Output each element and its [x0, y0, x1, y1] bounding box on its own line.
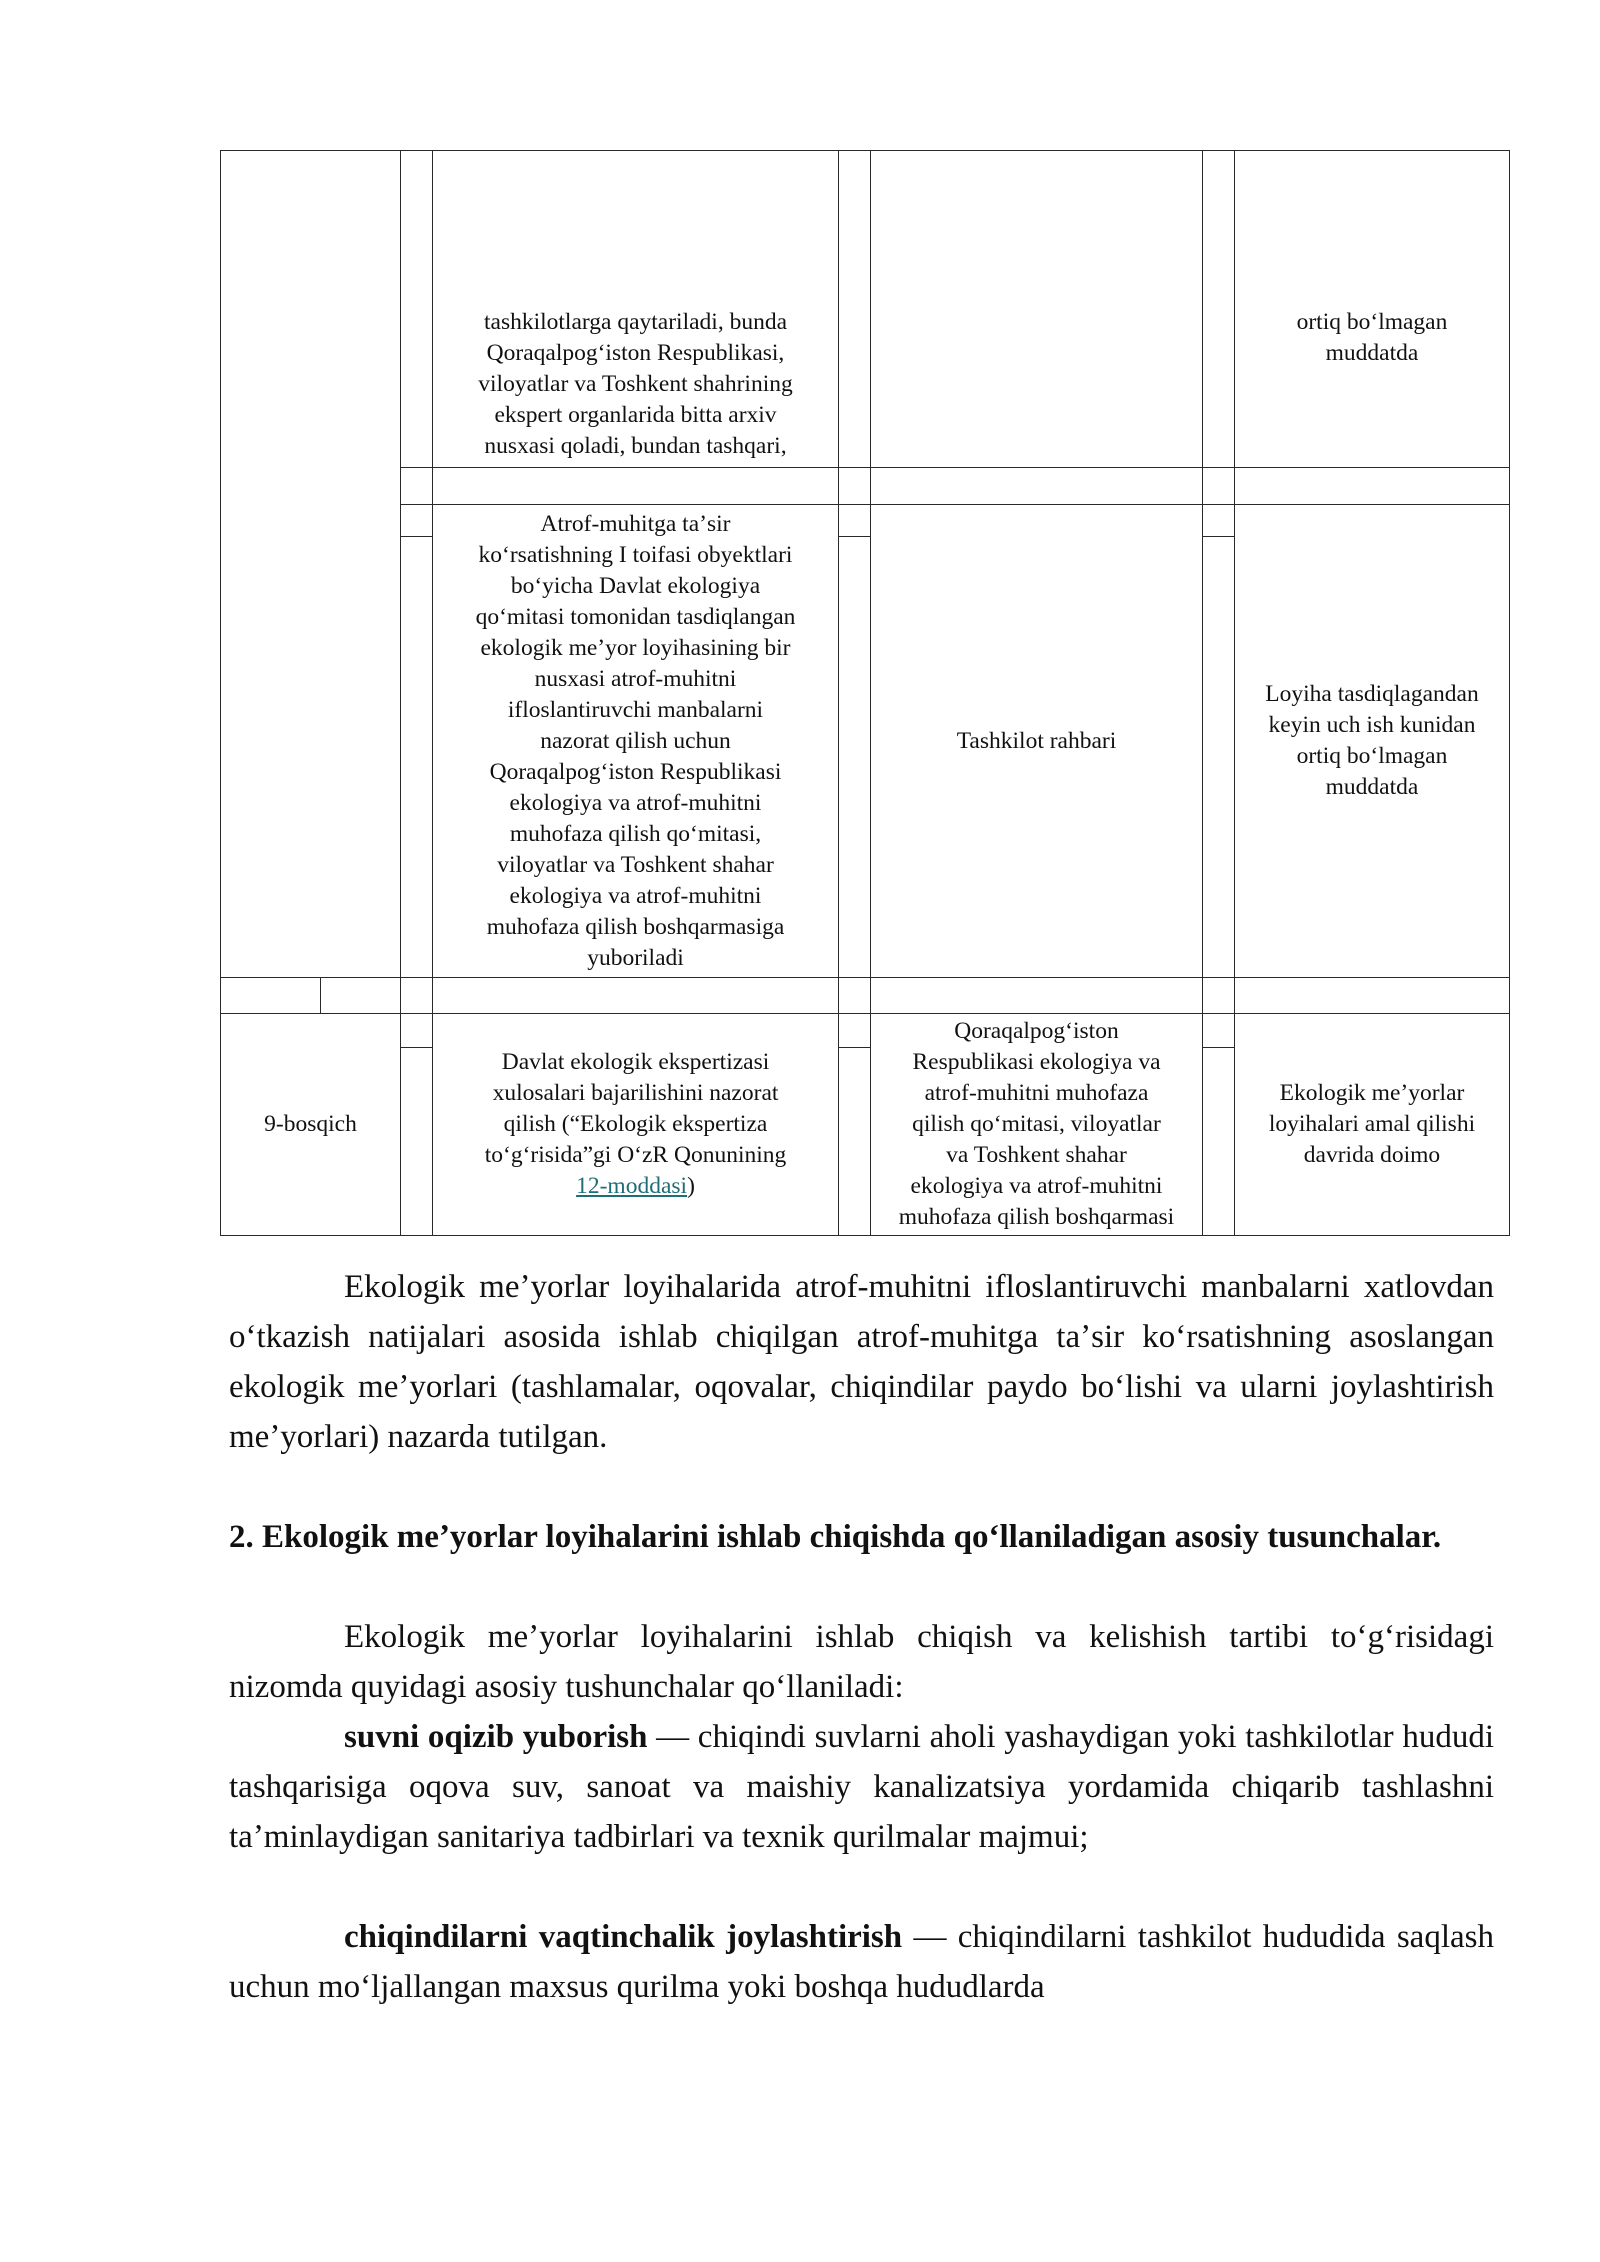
cell-row3-deadline: Ekologik meʼyorlar loyihalari amal qilishi davrida doimo [1268, 1080, 1476, 1168]
spacer-line [838, 1047, 870, 1048]
definition-term: chiqindilarni vaqtinchalik joylashtirish [344, 1919, 903, 1955]
cell-row2-description: Atrof-muhitga taʼsir koʻrsatishning I toifasi obyektlari boʻyicha Davlat ekologiya qoʻmitasi tomonidan tasdiqlangan ekologik meʼyor loyihasining bir nusxasi atrof-muhitni ifloslantiruvchi manbalarni nazorat qilish uchun Qoraqalpogʻiston Respublikasi ekologiya va atrof-muhitni muhofaza qilish qoʻmitasi, viloyatlar va Toshkent shahar ekologiya va atrof-muhitni muhofaza qilish boshqarmasiga yuboriladi [475, 510, 796, 971]
cell-row2-responsible: Tashkilot rahbari [956, 727, 1117, 754]
column-divider [1202, 150, 1203, 1236]
paragraph-concepts-intro: Ekologik meʼyorlar loyihalarini ishlab chiqish va kelishish tartibi toʻgʻrisidagi nizomda quyidagi asosiy tushunchalar qoʻllaniladi: [229, 1619, 1494, 1705]
row-divider [220, 977, 1510, 978]
spacer-line [400, 536, 432, 537]
cell-row3-description-close: ) [687, 1173, 695, 1199]
spacer-line [838, 536, 870, 537]
spacer-line [1202, 1047, 1234, 1048]
cell-row2-deadline: Loyiha tasdiqlagandan keyin uch ish kunidan ortiq boʻlmagan muddatda [1265, 681, 1479, 800]
paragraph-norms-projects: Ekologik meʼyorlar loyihalarida atrof-muhitni ifloslantiruvchi manbalarni xatlovdan oʻtkazish natijalari asosida ishlab chiqilgan atrof-muhitga taʼsir koʻrsatishning asoslangan ekologik meʼyorlari (tashlamalar, oqovalar, chiqindilar paydo boʻlishi va ularni joylashtirish meʼyorlari) nazarda tutilgan. [229, 1269, 1494, 1455]
stages-table [220, 150, 1510, 1236]
law-article-link[interactable]: 12-moddasi [576, 1173, 688, 1199]
spacer-line [400, 1047, 432, 1048]
cell-row3-description [433, 1014, 838, 1235]
table-border-top [220, 150, 1510, 151]
cell-row3-stage: 9-bosqich [264, 1111, 357, 1137]
row-divider [400, 467, 1510, 468]
table-border-bottom [220, 1235, 1510, 1236]
cell-row1-description: tashkilotlarga qaytariladi, bunda Qoraqalpogʻiston Respublikasi, viloyatlar va Toshkent shahrining ekspert organlarida bitta arxiv nusxasi qoladi, bundan tashqari, [478, 309, 793, 459]
table-border-right [1509, 150, 1510, 1236]
definition-temporary-waste-placement [229, 1912, 1494, 2012]
section-heading: 2. Ekologik meʼyorlar loyihalarini ishlab chiqishda qoʻllaniladigan asosiy tusunchalar. [229, 1519, 1442, 1555]
cell-row3-responsible: Qoraqalpogʻiston Respublikasi ekologiya va atrof-muhitni muhofaza qilish qoʻmitasi, viloyatlar va Toshkent shahar ekologiya va atrof-muhitni muhofaza qilish boshqarmasi [898, 1018, 1175, 1230]
column-divider [400, 150, 401, 1236]
definition-term: suvni oqizib yuborish [344, 1719, 648, 1755]
cell-row1-deadline: ortiq boʻlmagan muddatda [1296, 309, 1448, 366]
cell-row3-description-text: Davlat ekologik ekspertizasi xulosalari bajarilishini nazorat qilish (“Ekologik ekspertiza toʻgʻrisida”gi OʻzR Qonunining [484, 1049, 787, 1168]
column-divider [838, 150, 839, 1236]
definition-water-discharge [229, 1712, 1494, 1862]
spacer-line [1202, 536, 1234, 537]
definition-text: — chiqindilarni tashkilot hududida saqlash uchun moʻljallangan maxsus qurilma yoki boshqa hududlarda [229, 1919, 1494, 2005]
definition-text: — chiqindi suvlarni aholi yashaydigan yoki tashkilotlar hududi tashqarisiga oqova suv, sanoat va maishiy kanalizatsiya yordamida chiqarib tashlashni taʼminlaydigan sanitariya tadbirlari va texnik qurilmalar majmui; [229, 1719, 1495, 1855]
spacer-line [320, 977, 321, 1013]
